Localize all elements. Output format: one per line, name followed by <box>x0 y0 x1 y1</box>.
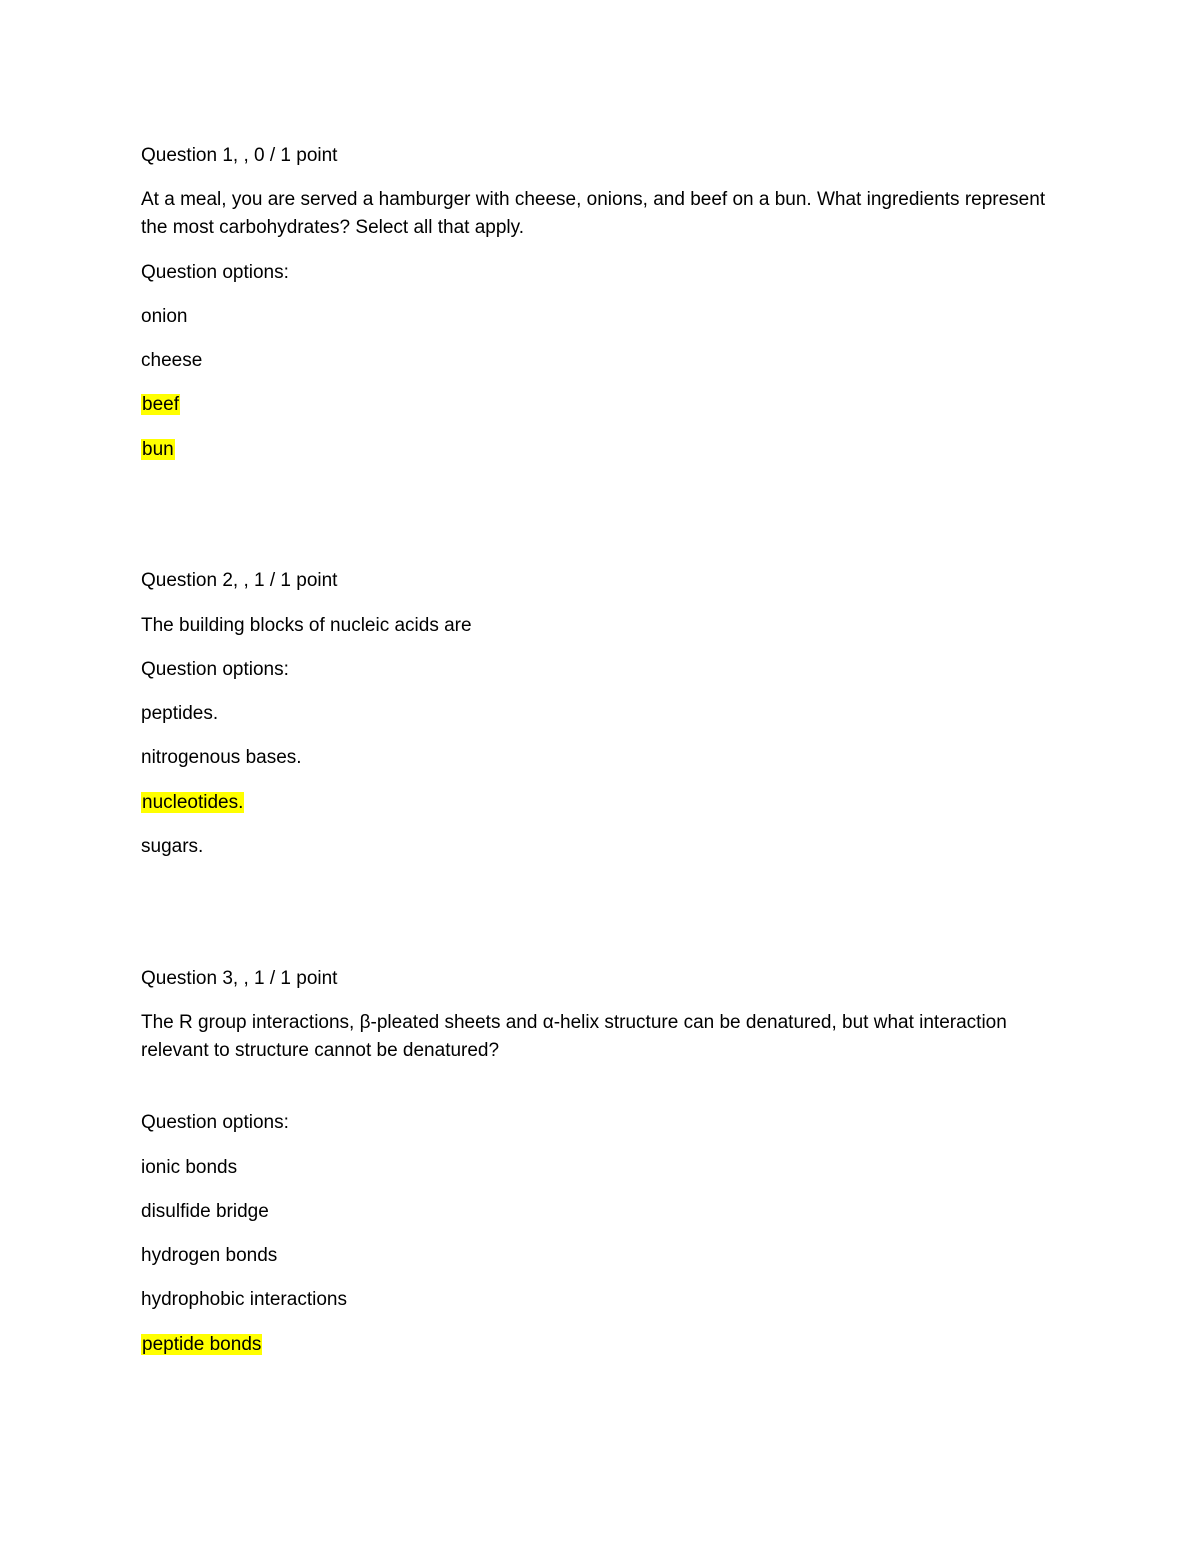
option-text: onion <box>141 306 188 327</box>
option-text: cheese <box>141 350 203 371</box>
option-text: disulfide bridge <box>141 1201 269 1222</box>
question-2-option-2 <box>141 744 302 772</box>
question-2-header: Question 2, , 1 / 1 point <box>141 570 338 591</box>
question-1-option-1 <box>141 303 188 331</box>
option-text: peptides. <box>141 703 219 724</box>
question-1-text: At a meal, you are served a hamburger with cheese, onions, and beef on a bun. What ingredients represent the most carbohydrates? Select all that apply. <box>141 189 1046 238</box>
question-1-header: Question 1, , 0 / 1 point <box>141 145 338 166</box>
question-3-option-3 <box>141 1242 277 1270</box>
question-1-option-2 <box>141 347 202 375</box>
question-3-option-1 <box>141 1154 237 1182</box>
question-3-options-label: Question options: <box>141 1112 289 1133</box>
highlighted-option-text: nucleotides. <box>142 792 244 813</box>
highlighted-option-text: beef <box>142 394 179 415</box>
question-3-option-4 <box>141 1286 347 1314</box>
question-2-option-4 <box>141 833 203 861</box>
question-3-option-5 <box>141 1331 262 1359</box>
option-text: hydrophobic interactions <box>141 1289 347 1310</box>
question-3-option-2 <box>141 1198 269 1226</box>
highlighted-option-text: bun <box>142 439 174 460</box>
question-2-options-label: Question options: <box>141 659 289 680</box>
highlighted-option-text: peptide bonds <box>142 1334 262 1355</box>
question-2-option-3 <box>141 789 244 817</box>
question-1-option-3 <box>141 391 180 419</box>
question-2-option-1 <box>141 700 218 728</box>
question-1-options-label: Question options: <box>141 262 289 283</box>
option-text: ionic bonds <box>141 1157 238 1178</box>
question-1-option-4 <box>141 436 175 464</box>
option-text: sugars. <box>141 836 204 857</box>
question-2-text: The building blocks of nucleic acids are <box>141 615 472 636</box>
option-text: nitrogenous bases. <box>141 747 302 768</box>
question-3-text: The R group interactions, β-pleated sheets and α-helix structure can be denatured, but what interaction relevant to structure cannot be denatured? <box>141 1012 1007 1061</box>
question-3-header: Question 3, , 1 / 1 point <box>141 968 338 989</box>
option-text: hydrogen bonds <box>141 1245 278 1266</box>
